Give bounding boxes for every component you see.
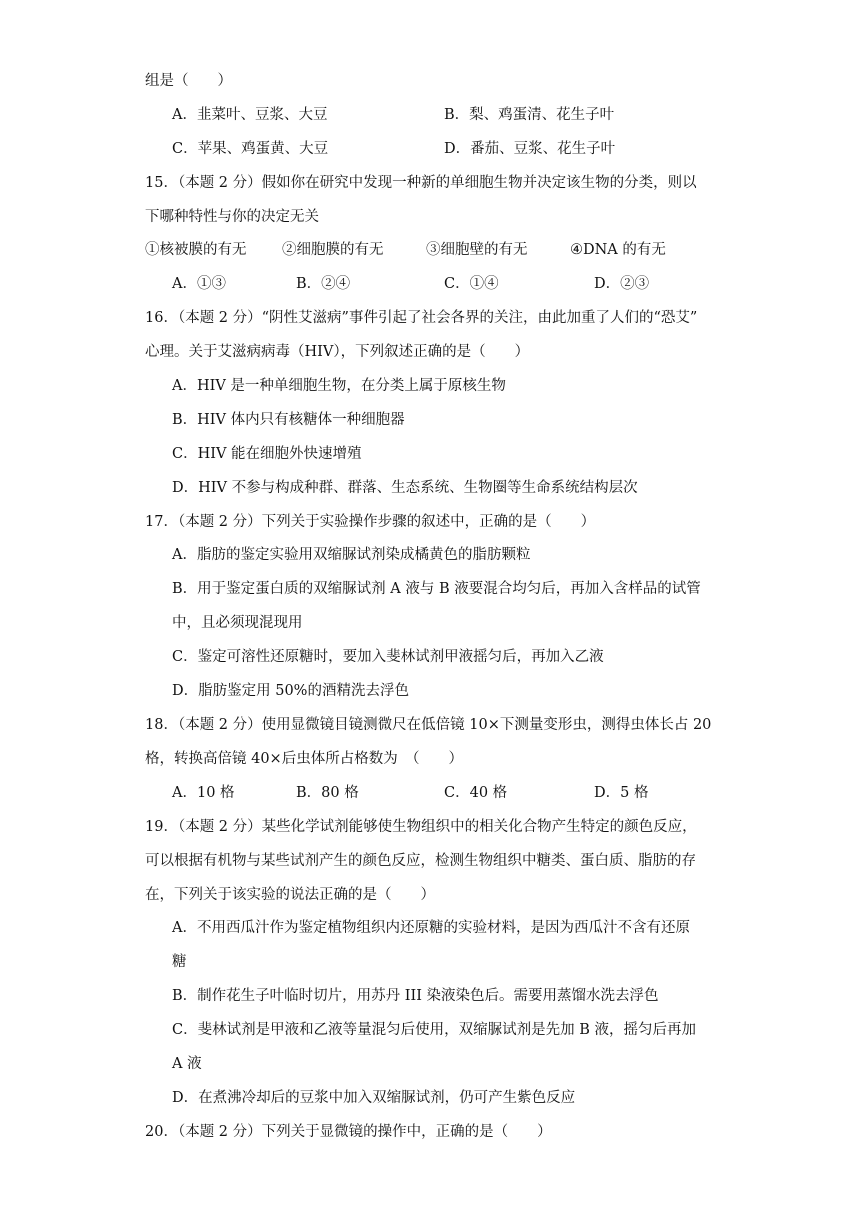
question-16-line-1: 16．（本题 2 分）“阴性艾滋病”事件引起了社会各界的关注，由此加重了人们的“恐艾” [145,310,698,326]
question-18-line-2: 格，转换高倍镜 40×后虫体所占格数为 （ ） [145,751,463,767]
q14-option-c: C．苹果、鸡蛋黄、大豆 [172,141,329,157]
q19-option-b: B．制作花生子叶临时切片，用苏丹 III 染液染色后。需要用蒸馏水洗去浮色 [172,988,659,1004]
question-14-tail: 组是（ ） [145,73,232,89]
q17-option-c: C．鉴定可溶性还原糖时，要加入斐林试剂甲液摇匀后，再加入乙液 [172,649,604,665]
question-15-line-1: 15．（本题 2 分）假如你在研究中发现一种新的单细胞生物并决定该生物的分类，则以 [145,175,697,191]
q16-option-d: D．HIV 不参与构成种群、群落、生态系统、生物圈等生命系统结构层次 [172,480,638,496]
question-19-line-1: 19．（本题 2 分）某些化学试剂能够使生物组织中的相关化合物产生特定的颜色反应， [145,819,697,835]
q15-option-d: D．②③ [594,276,650,292]
q16-option-c: C．HIV 能在细胞外快速增殖 [172,446,362,462]
q19-option-c-line-1: C．斐林试剂是甲液和乙液等量混匀后使用，双缩脲试剂是先加 B 液，摇匀后再加 [172,1022,696,1038]
question-17-line-1: 17．（本题 2 分）下列关于实验操作步骤的叙述中，正确的是（ ） [145,514,596,530]
question-19-line-3: 在，下列关于该实验的说法正确的是（ ） [145,887,435,903]
question-19-line-2: 可以根据有机物与某些试剂产生的颜色反应，检测生物组织中糖类、蛋白质、脂肪的存 [145,853,696,869]
q19-option-c-line-2: A 液 [172,1056,202,1072]
q18-option-b: B．80 格 [296,785,359,801]
q18-option-c: C．40 格 [444,785,508,801]
q15-item-3: ③细胞壁的有无 [426,242,528,258]
question-20-line-1: 20．（本题 2 分）下列关于显微镜的操作中，正确的是（ ） [145,1124,552,1140]
q15-item-2: ②细胞膜的有无 [282,242,384,258]
q15-option-b: B．②④ [296,276,351,292]
q19-option-d: D．在煮沸冷却后的豆浆中加入双缩脲试剂，仍可产生紫色反应 [172,1090,576,1106]
question-18-line-1: 18．（本题 2 分）使用显微镜目镜测微尺在低倍镜 10×下测量变形虫，测得虫体长占 20 [145,717,712,733]
q18-option-d: D．5 格 [594,785,649,801]
question-16-line-2: 心理。关于艾滋病病毒（HIV），下列叙述正确的是（ ） [145,344,530,360]
q15-item-1: ①核被膜的有无 [145,242,247,258]
q14-option-a: A．韭菜叶、豆浆、大豆 [172,107,328,123]
q17-option-d: D．脂肪鉴定用 50%的酒精洗去浮色 [172,683,409,699]
q17-option-b-line-2: 中，且必须现混现用 [172,615,303,631]
q14-option-b: B．梨、鸡蛋清、花生子叶 [444,107,615,123]
q15-option-c: C．①④ [444,276,499,292]
question-15-line-2: 下哪种特性与你的决定无关 [145,209,319,225]
q19-option-a-line-1: A．不用西瓜汁作为鉴定植物组织内还原糖的实验材料，是因为西瓜汁不含有还原 [172,920,690,936]
q17-option-b-line-1: B．用于鉴定蛋白质的双缩脲试剂 A 液与 B 液要混合均匀后，再加入含样品的试管 [172,581,701,597]
q14-option-d: D．番茄、豆浆、花生子叶 [444,141,616,157]
q17-option-a: A．脂肪的鉴定实验用双缩脲试剂染成橘黄色的脂肪颗粒 [172,547,531,563]
q15-option-a: A．①③ [172,276,226,292]
q16-option-b: B．HIV 体内只有核糖体一种细胞器 [172,412,405,428]
q19-option-a-line-2: 糖 [172,954,187,970]
q15-item-4: ④DNA 的有无 [570,242,666,258]
q16-option-a: A．HIV 是一种单细胞生物，在分类上属于原核生物 [172,378,506,394]
q18-option-a: A．10 格 [172,785,235,801]
